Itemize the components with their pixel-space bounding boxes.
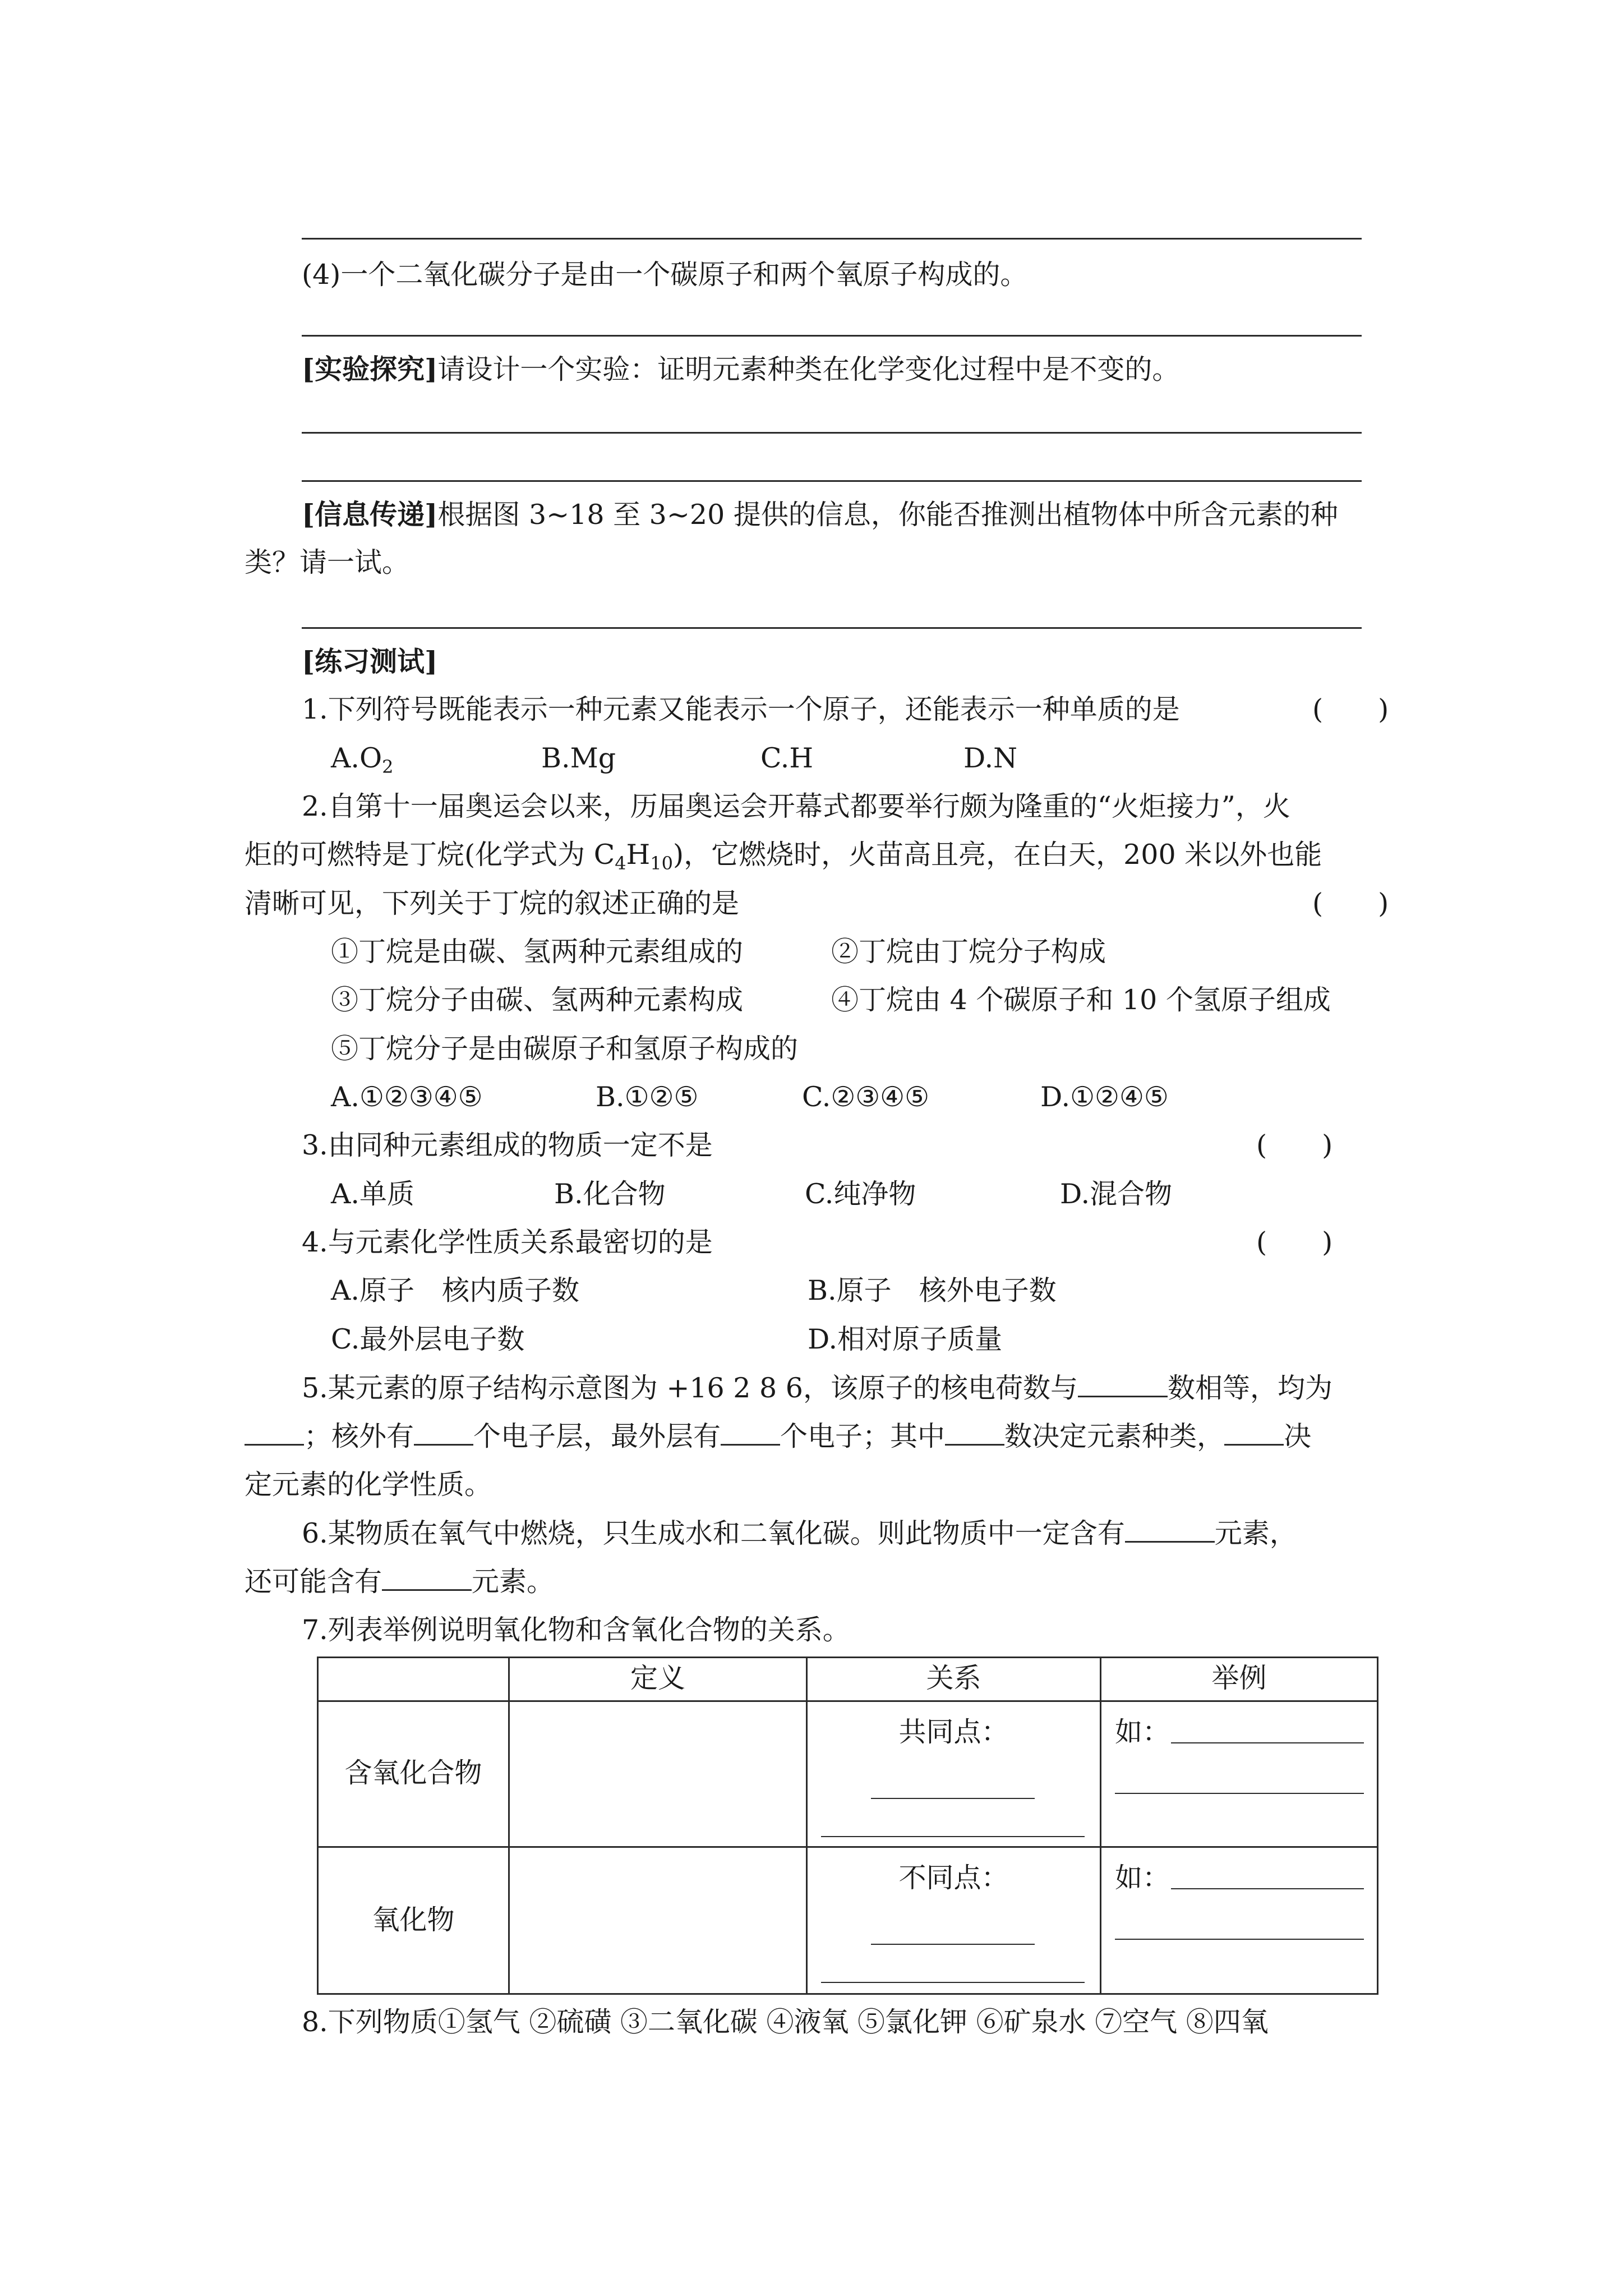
question-3-stem: 3.由同种元素组成的物质一定不是 [302,1129,713,1161]
answer-underline [1171,1742,1364,1743]
experiment-tag: [实验探究] [302,353,438,385]
answer-underline [1115,1939,1364,1940]
answer-paren: ( ) [1256,1129,1333,1161]
experiment-text: 请设计一个实验：证明元素种类在化学变化过程中是不变的。 [437,353,1180,385]
table-border [508,1657,510,1995]
question-7-stem: 7.列表举例说明氧化物和含氧化合物的关系。 [302,1614,850,1646]
question-1-option-a: $A.O_2$ [331,742,394,777]
answer-paren: ( ) [1256,1226,1333,1258]
question-2-statement: ③丁烷分子由碳、氢两种元素构成 [331,984,744,1016]
fill-blank[interactable] [1224,1419,1284,1446]
relation-table [317,1657,1378,1995]
question-2-option-b: B.①②⑤ [596,1081,699,1113]
question-4-option-d: D.相对原子质量 [808,1323,1003,1355]
info-text: 根据图 3~18 至 3~20 提供的信息，你能否推测出植物体中所含元素的种 [437,499,1338,531]
info-section [302,498,1338,532]
question-4-stem: 4.与元素化学性质关系最密切的是 [302,1226,713,1258]
answer-line [302,335,1362,337]
question-3-option-b: B.化合物 [554,1178,666,1210]
question-4-option-a: A.原子 核内质子数 [331,1274,579,1306]
question-2-statement: ⑤丁烷分子是由碳原子和氢原子构成的 [331,1033,799,1065]
table-header-definition: 定义 [630,1662,685,1694]
info-tag: [信息传递] [302,498,438,531]
answer-line [302,480,1362,482]
question-3-option-a: A.单质 [331,1178,414,1210]
table-header-example: 举例 [1211,1662,1267,1694]
question-1-option-c: C.H [760,742,814,774]
relation-common-label: 共同点： [898,1716,1009,1748]
question-2-statement: ②丁烷由丁烷分子构成 [831,936,1106,968]
table-border [317,1700,1378,1702]
question-4-option-c: C.最外层电子数 [331,1323,525,1355]
fill-blank[interactable] [945,1419,1004,1446]
question-2-stem-cont: 清晰可见，下列关于丁烷的叙述正确的是 [245,887,740,919]
question-8-stem: 8.下列物质①氢气 ②硫磺 ③二氧化碳 ④液氧 ⑤氯化钾 ⑥矿泉水 ⑦空气 ⑧四氧 [302,2006,1269,2038]
question-5-stem-cont: ；核外有 个电子层，最外层有 个电子；其中 数决定元素种类， 决 [245,1419,1311,1453]
answer-underline [821,1836,1085,1837]
question-1-option-b: B.Mg [541,742,616,774]
question-4: (4)一个二氧化碳分子是由一个碳原子和两个氧原子构成的。 [302,259,1028,291]
example-label: 如： [1115,1716,1170,1748]
table-border [317,1993,1378,1995]
table-border [806,1657,808,1995]
answer-underline [1171,1888,1364,1889]
answer-line [302,627,1362,629]
table-row-label: 含氧化合物 [344,1757,482,1789]
question-3-option-c: C.纯净物 [805,1178,916,1210]
table-row-label: 氧化物 [372,1904,455,1936]
answer-underline [871,1798,1035,1799]
table-border [1100,1657,1101,1995]
fill-blank[interactable] [1078,1371,1168,1397]
fill-blank[interactable] [721,1419,780,1446]
question-1-option-d: D.N [963,742,1017,774]
fill-blank[interactable] [245,1419,304,1446]
question-5-stem-cont: 定元素的化学性质。 [245,1469,492,1501]
answer-underline [1115,1793,1364,1794]
answer-line [302,238,1362,240]
experiment-section [302,352,1179,386]
question-2-statement: ④丁烷由 4 个碳原子和 10 个氢原子组成 [831,984,1331,1016]
relation-difference-label: 不同点： [898,1862,1009,1894]
answer-paren: ( ) [1312,887,1389,919]
table-header-relation: 关系 [926,1662,981,1694]
table-border [317,1657,1378,1658]
table-border [1377,1657,1378,1995]
question-4-option-b: B.原子 核外电子数 [808,1274,1057,1306]
question-6-stem: 6.某物质在氧气中燃烧，只生成水和二氧化碳。则此物质中一定含有 元素， [302,1517,1297,1549]
info-text-cont: 类？请一试。 [245,546,410,578]
example-label: 如： [1115,1862,1170,1894]
question-2-option-a: A.①②③④⑤ [331,1081,483,1113]
fill-blank[interactable] [382,1565,472,1591]
question-2-option-d: D.①②④⑤ [1040,1081,1169,1113]
answer-line [302,432,1362,434]
question-3-option-d: D.混合物 [1060,1178,1173,1210]
table-border [317,1846,1378,1848]
question-6-stem-cont: 还可能含有 元素。 [245,1566,555,1598]
answer-underline [871,1944,1035,1945]
question-2-stem-cont: 炬的可燃特是丁烷(化学式为 $C_4H_{10}$)，它燃烧时，火苗高且亮，在白天，200 米以外也能 [245,839,1322,874]
answer-underline [821,1982,1085,1983]
table-border [317,1657,319,1995]
question-2-statement: ①丁烷是由碳、氢两种元素组成的 [331,936,744,968]
answer-paren: ( ) [1312,693,1389,725]
question-5-stem: 5.某元素的原子结构示意图为 +16 2 8 6，该原子的核电荷数与 数相等，均为 [302,1372,1333,1404]
question-1-stem: 1.下列符号既能表示一种元素又能表示一个原子，还能表示一种单质的是 [302,693,1180,725]
question-2-option-c: C.②③④⑤ [802,1081,930,1113]
practice-heading: [练习测试] [302,645,438,678]
fill-blank[interactable] [1125,1516,1215,1543]
fill-blank[interactable] [414,1419,473,1446]
question-2-stem: 2.自第十一届奥运会以来，历届奥运会开幕式都要举行颇为隆重的“火炬接力”，火 [302,790,1290,822]
